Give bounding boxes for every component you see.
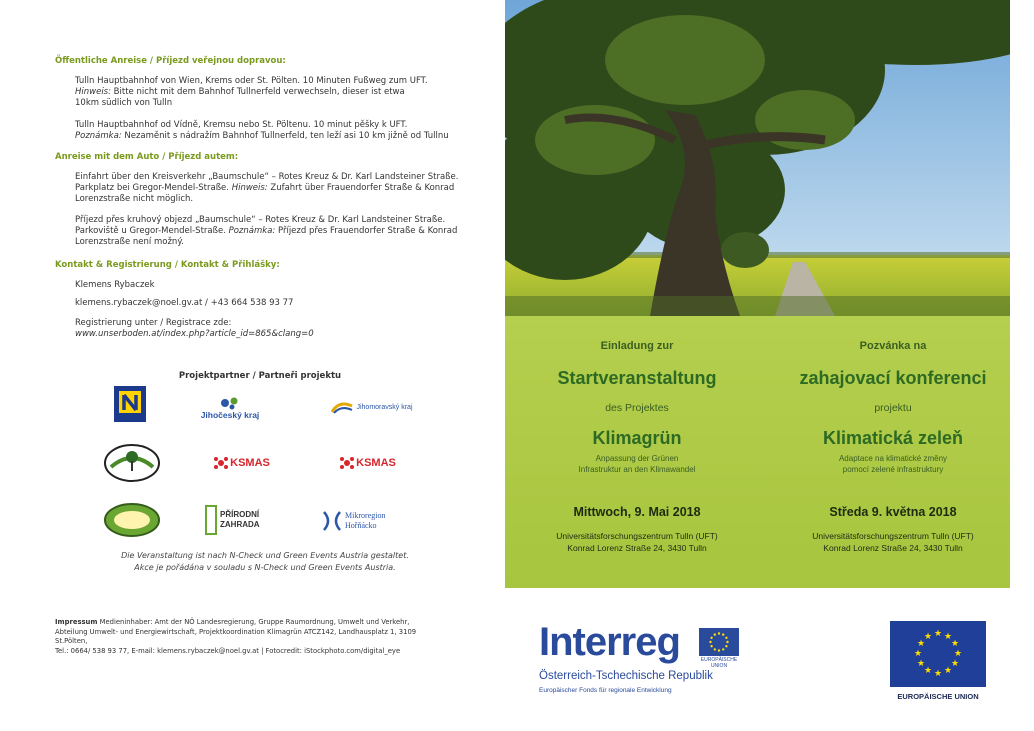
car-de: Einfahrt über den Kreisverkehr „Baumschule“ – Rotes Kreuz & Dr. Karl Landsteiner Straße. Parkplatz bei Gregor-Mendel-Straße. Hinweis: Zufahrt über Frauendorfer Straße & Konrad Lorenzstraße nicht möglich. — [75, 172, 459, 204]
natur-garten-logo — [103, 502, 161, 538]
eu-flag — [890, 621, 986, 687]
jihocesky-logo: Jihočeský kraj — [196, 390, 264, 426]
svg-text:★: ★ — [933, 629, 943, 639]
svg-text:★: ★ — [950, 659, 960, 669]
transport-heading: Öffentliche Anreise / Příjezd veřejnou dopravou: — [55, 56, 286, 66]
oak-tree-photo — [505, 0, 1010, 316]
interreg-eu-flag — [699, 628, 739, 656]
naturverein-logo — [103, 443, 161, 483]
programme-name: Österreich-Tschechische Republik — [539, 670, 713, 682]
contact-email-phone[interactable]: klemens.rybaczek@noel.gv.at / +43 664 538 93 77 — [75, 298, 294, 308]
svg-text:★: ★ — [923, 632, 933, 642]
svg-text:★: ★ — [913, 649, 923, 659]
car-heading: Anreise mit dem Auto / Příjezd autem: — [55, 152, 239, 162]
register-url[interactable]: www.unserboden.at/index.php?article_id=865&clang=0 — [75, 329, 314, 339]
contact-heading: Kontakt & Registrierung / Kontakt & Přihlášky: — [55, 260, 280, 270]
ksmas-logo-2: KSMAS — [332, 452, 404, 474]
transport-de: Tulln Hauptbahnhof von Wien, Krems oder St. Pölten. 10 Minuten Fußweg zum UFT. Hinweis: Bitte nicht mit dem Bahnhof Tullnerfeld verwechseln, dieser ist etwa 10km südlich von Tulln — [75, 76, 428, 108]
prirodni-zahrada-logo: PŘÍRODNÍ ZAHRADA — [205, 505, 285, 535]
svg-text:★: ★ — [943, 632, 953, 642]
jihomoravsky-logo: Jihomoravský kraj — [322, 396, 422, 418]
event-note: Die Veranstaltung ist nach N-Check und Green Events Austria gestaltet. Akce je pořádána v souladu s N-Check und Green Events Austria. — [121, 551, 409, 572]
fund-name: Europäischer Fonds für regionale Entwicklung — [539, 687, 672, 694]
svg-text:★: ★ — [950, 639, 960, 649]
noe-logo — [114, 386, 146, 422]
svg-text:★: ★ — [933, 669, 943, 679]
eu-label: EUROPÄISCHE UNION — [897, 692, 979, 701]
svg-text:★: ★ — [923, 666, 933, 676]
svg-text:★: ★ — [943, 666, 953, 676]
footer — [505, 588, 1010, 731]
right-panel — [505, 0, 1010, 731]
car-cz: Příjezd přes kruhový objezd „Baumschule“ – Rotes Kreuz & Dr. Karl Landsteiner Straße. Parkoviště u Gregor-Mendel-Straße. Poznámka: Příjezd přes Frauendorfer Straße & Konrad Lorenzstraße není možný. — [75, 215, 458, 247]
register-label: Registrierung unter / Registrace zde: — [75, 318, 232, 328]
interreg-logo: Interreg — [539, 620, 680, 664]
mikroregion-logo: Mikroregion Hořňácko — [322, 507, 422, 535]
interreg-eu-label: EUROPÄISCHE UNION — [700, 657, 738, 669]
svg-text:★: ★ — [953, 649, 963, 659]
svg-text:★: ★ — [916, 659, 926, 669]
svg-text:★: ★ — [916, 639, 926, 649]
partners-title: Projektpartner / Partneři projektu — [178, 371, 342, 381]
ksmas-logo-1: KSMAS — [206, 452, 278, 474]
invitation-panel: Einladung zur Startveranstaltung des Projektes Klimagrün Anpassung der Grünen Infrastruktur an den Klimawandel Mittwoch, 9. Mai 2018 Universitätsforschungszentrum Tulln (UFT) Konrad Lorenz Straße 24, 3430 Tulln Pozvánka na zahajovací konferenci projektu Klimatická zeleň Adaptace na klimatické změny pomocí zelené infrastruktury Středa 9. května 2018 Universitätsforschungszentrum Tulln (UFT) Konrad Lorenz Straße 24, 3430 Tulln — [505, 316, 1010, 588]
contact-name: Klemens Rybaczek — [75, 280, 155, 290]
left-panel — [0, 0, 505, 731]
impressum: Impressum Medieninhaber: Amt der NÖ Landesregierung, Gruppe Raumordnung, Umwelt und Verkehr, Abteilung Umwelt- und Energiewirtschaft, Projektkoordination Klimagrün ATCZ142, Landhausplatz 1, 3109 St.Pölten, Tel.: 0664/ 538 93 77, E-mail: klemens.rybaczek@noel.gv.at | Fotocredit: iStockphoto.com/digital_eye — [55, 618, 417, 655]
transport-cz: Tulln Hauptbahnhof od Vídně, Kremsu nebo St. Pöltenu. 10 minut pěšky k UFT. Poznámka: Nezaměnit s nádražím Bahnhof Tullnerfeld, ten leží asi 10 km jižně od Tullnu — [75, 120, 449, 141]
